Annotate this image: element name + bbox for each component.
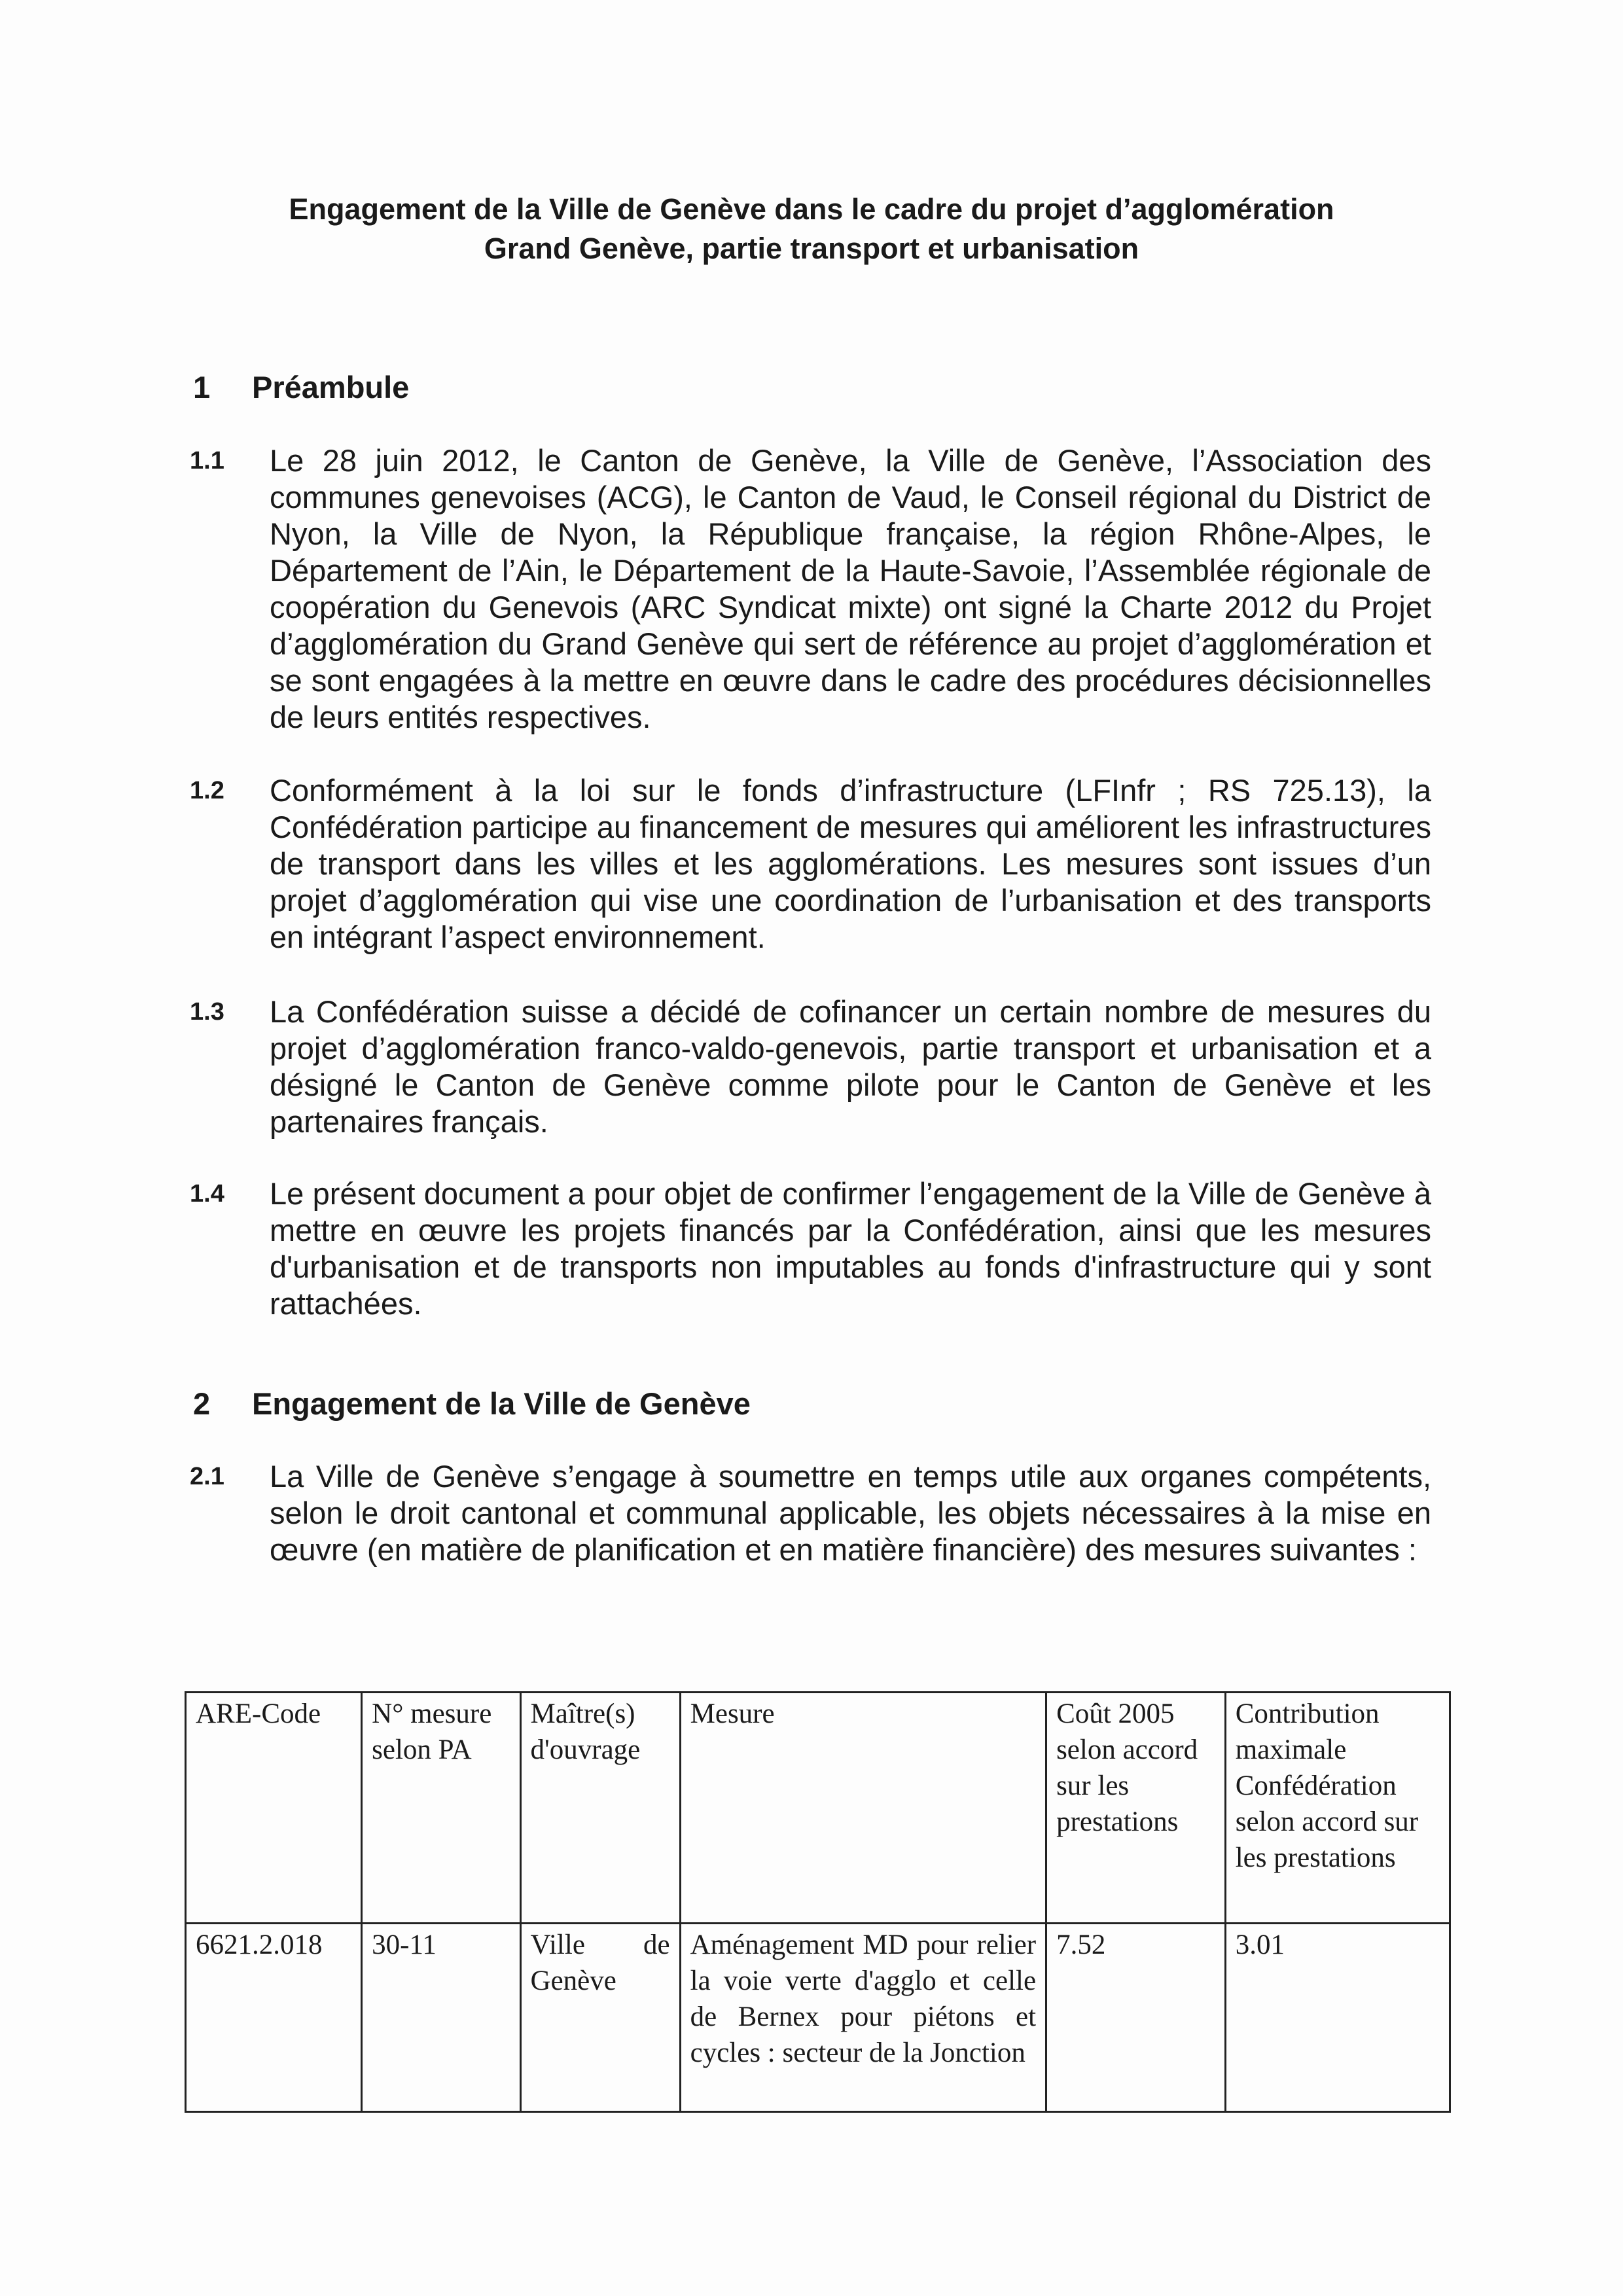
cell-measure: Aménagement MD pour relier la voie verte d'agglo et celle de Bernex pour piétons et cycles : secteur de la Jonction <box>680 1924 1046 2112</box>
section-heading-preambule <box>193 368 409 407</box>
header-are-code: ARE-Code <box>186 1693 362 1924</box>
cell-project-owner: Ville de Genève <box>520 1924 680 2112</box>
header-max-contribution: Contribution maximale Confédération selon accord sur les prestations <box>1225 1693 1450 1924</box>
paragraph-number: 1.2 <box>190 777 224 804</box>
cell-cost-2005: 7.52 <box>1046 1924 1226 2112</box>
section-heading-engagement <box>193 1384 751 1424</box>
paragraph-number: 1.1 <box>190 447 224 475</box>
paragraph-number: 1.4 <box>190 1180 224 1208</box>
table-row <box>186 1924 1450 2112</box>
document-title <box>196 190 1427 268</box>
cell-measure-number: 30-11 <box>362 1924 520 2112</box>
section-title: Préambule <box>252 370 410 404</box>
paragraph-number: 1.3 <box>190 998 224 1026</box>
cell-max-contribution: 3.01 <box>1225 1924 1450 2112</box>
table-header-row <box>186 1693 1450 1924</box>
section-title: Engagement de la Ville de Genève <box>252 1386 751 1421</box>
paragraph-text: Le présent document a pour objet de confirmer l’engagement de la Ville de Genève à mettre en œuvre les projets financés par la Confédération, ainsi que les mesures d'urbanisation et de transports non imputables au fonds d'infrastructure qui y sont rattachées. <box>270 1176 1431 1321</box>
header-project-owner: Maître(s) d'ouvrage <box>520 1693 680 1924</box>
header-measure-number: N° mesure selon PA <box>362 1693 520 1924</box>
paragraph-text: La Ville de Genève s’engage à soumettre en temps utile aux organes compétents, selon le droit cantonal et communal applicable, les objets nécessaires à la mise en œuvre (en matière de planification et en matière financière) des mesures suivantes : <box>270 1459 1431 1567</box>
header-cost-2005: Coût 2005 selon accord sur les prestations <box>1046 1693 1226 1924</box>
section-number: 1 <box>193 370 211 404</box>
paragraph-text: La Confédération suisse a décidé de cofinancer un certain nombre de mesures du projet d’agglomération franco-valdo-genevois, partie transport et urbanisation et a désigné le Canton de Genève comme pilote pour le Canton de Genève et les partenaires français. <box>270 994 1431 1139</box>
paragraph-text: Conformément à la loi sur le fonds d’infrastructure (LFInfr ; RS 725.13), la Confédération participe au financement de mesures qui améliorent les infrastructures de transport dans les villes et les agglomérations. Les mesures sont issues d’un projet d’agglomération qui vise une coordination de l’urbanisation et des transports en intégrant l’aspect environnement. <box>270 773 1431 954</box>
measures-table <box>185 1691 1451 2113</box>
paragraph-text: Le 28 juin 2012, le Canton de Genève, la Ville de Genève, l’Association des communes genevoises (ACG), le Canton de Vaud, le Conseil régional du District de Nyon, la Ville de Nyon, la République française, la région Rhône-Alpes, le Département de l’Ain, le Département de la Haute-Savoie, l’Assemblée régionale de coopération du Genevois (ARC Syndicat mixte) ont signé la Charte 2012 du Projet d’agglomération du Grand Genève qui sert de référence au projet d’agglomération et se sont engagées à la mettre en œuvre dans le cadre des procédures décisionnelles de leurs entités respectives. <box>270 443 1431 734</box>
section-number: 2 <box>193 1386 211 1421</box>
document-title-line-1: Engagement de la Ville de Genève dans le cadre du projet d’agglomération <box>289 192 1334 226</box>
header-measure: Mesure <box>680 1693 1046 1924</box>
document-title-line-2: Grand Genève, partie transport et urbanisation <box>484 232 1139 265</box>
paragraph-number: 2.1 <box>190 1463 224 1490</box>
cell-are-code: 6621.2.018 <box>186 1924 362 2112</box>
